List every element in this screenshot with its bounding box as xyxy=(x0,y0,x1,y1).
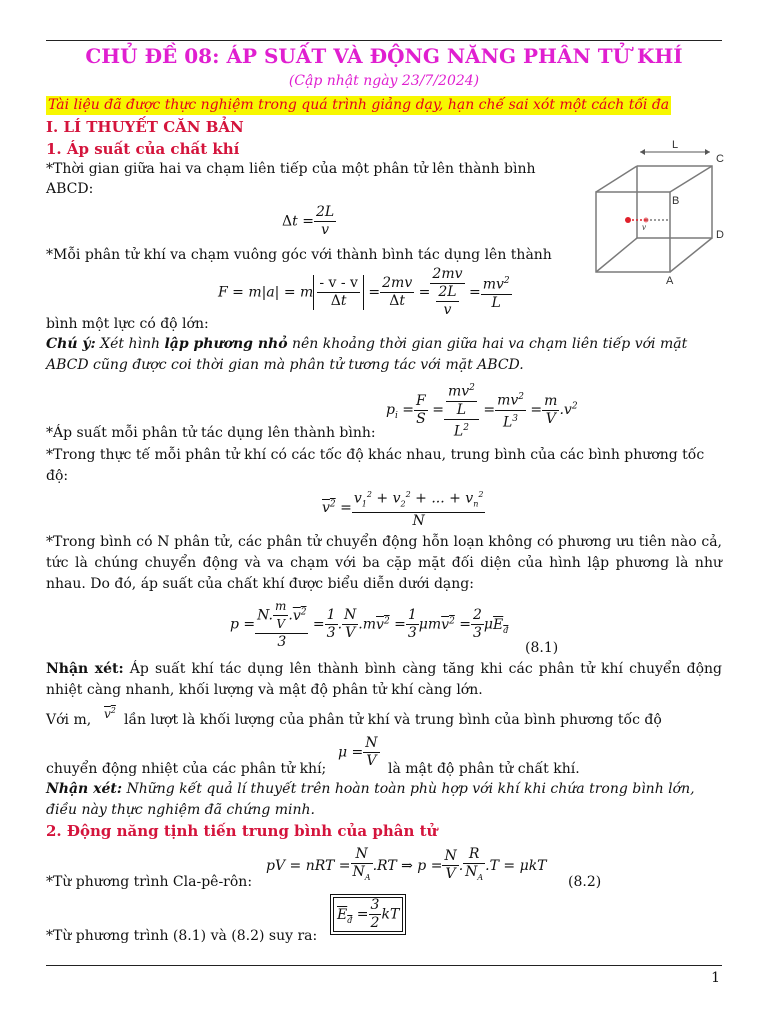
top-rule xyxy=(46,40,722,41)
note-text-c: nên khoảng thời gian giữa hai va chạm liên tiếp với mặt ABCD cũng được coi thời gian mà phân tử tương tác với mặt ABCD. xyxy=(46,336,688,373)
paragraph-density: là mật độ phân tử chất khí. xyxy=(388,761,580,777)
paragraph-collision-time: *Thời gian giữa hai va chạm liên tiếp của một phân tử lên thành bình ABCD: xyxy=(46,161,536,197)
paragraph-with-m-a xyxy=(46,710,91,730)
paragraph-mean-square-speed: *Trong thực tế mỗi phân tử khí có các tốc độ khác nhau, trung bình của các bình phương tốc độ: xyxy=(46,447,705,484)
molecule-dot xyxy=(625,217,631,223)
equation-force: F = m|a| = m $\frac{- v - v}{\Delta t}$ = $\frac{2mv}{\Delta t}$ = $\frac{2mv}{\frac{2L}{v}}$ = $\frac{mv^2}{L}$ xyxy=(218,266,510,318)
equation-delta-t: Δt = $\frac{2L}{v}$ xyxy=(282,204,335,238)
label-B: B xyxy=(672,195,680,207)
equation-clapeyron: pV = nRT = $\frac{N}{N_A}$ .RT ⇒ p = $\frac{N}{V}$ . $\frac{R}{N_A}$ .T = μkT xyxy=(266,846,547,883)
cube-figure xyxy=(588,138,733,286)
subsection-heading-pressure: 1. Áp suất của chất khí xyxy=(46,140,240,158)
remark2-text: Những kết quả lí thuyết trên hoàn toàn phù hợp với khí khi chứa trong bình lớn, điều này thực nghiệm đã chứng minh. xyxy=(46,781,695,818)
label-D: D xyxy=(716,229,724,241)
with-m-text: Với m, xyxy=(46,712,92,728)
paragraph-pressure-single: *Áp suất mỗi phân tử tác dụng lên thành bình: xyxy=(46,425,376,441)
remark-experiment xyxy=(46,779,722,821)
label-L: L xyxy=(672,139,679,151)
symbol-mean-square-inline: $v^2$ xyxy=(104,706,116,721)
bottom-rule xyxy=(46,965,722,966)
cube-front-face xyxy=(596,192,670,272)
paragraph-force-intro: *Mỗi phân tử khí va chạm vuông góc với thành bình tác dụng lên thành xyxy=(46,247,552,263)
label-A: A xyxy=(666,275,674,286)
note-text-b: lập phương nhỏ xyxy=(164,336,288,352)
label-v: v xyxy=(642,222,646,232)
equation-label-8-1: (8.1) xyxy=(525,640,559,656)
note-text-a: Xét hình xyxy=(95,336,165,352)
note-label: Chú ý: xyxy=(46,336,96,352)
paragraph-conclusion: *Từ phương trình (8.1) và (8.2) suy ra: xyxy=(46,928,318,944)
label-C: C xyxy=(716,153,724,165)
paragraph-n-molecules: *Trong bình có N phân tử, các phân tử chuyển động hỗn loạn không có phương ưu tiên nào cả, tức là chúng chuyển động và va chạm với ba cặp mặt đối diện của hình lập phương là như nhau. Do đó, áp suất của chất khí được biểu diễn dưới dạng: xyxy=(46,534,722,592)
remark-pressure xyxy=(46,659,722,701)
equation-pressure-single: $p_i$ = $\frac{F}{S}$ = $\frac{\frac{mv^2}{L}}{L^2}$ = $\frac{mv^2}{L^3}$ = $\frac{m}{V}$ $.v^2$ xyxy=(386,380,578,440)
equation-label-8-2: (8.2) xyxy=(568,874,602,890)
paragraph-with-m-b: lần lượt là khối lượng của phân tử khí và trung bình của bình phương tốc độ xyxy=(124,712,662,728)
equation-mean-square: $v^2$ = $\frac{v_1^2 + v_2^2 + ... + v_n^2}{N}$ xyxy=(322,486,485,530)
subsection-heading-kinetic-energy: 2. Động năng tịnh tiến trung bình của phân tử xyxy=(46,822,438,840)
remark1-text: Áp suất khí tác dụng lên thành bình càng tăng khi các phân tử khí chuyển động nhiệt càng nhanh, khối lượng và mật độ phân tử khí càng lớn. xyxy=(46,661,722,698)
equation-density: μ = $\frac{N}{V}$ xyxy=(338,735,378,769)
paragraph-thermal-motion: chuyển động nhiệt của các phân tử khí; xyxy=(46,761,327,777)
page-title: CHỦ ĐỀ 08: ÁP SUẤT VÀ ĐỘNG NĂNG PHÂN TỬ KHÍ xyxy=(85,44,683,68)
notice-banner: Tài liệu đã được thực nghiệm trong quá trình giảng dạy, hạn chế sai xót một cách tối đa xyxy=(48,97,670,113)
note-small-cube xyxy=(46,334,722,376)
remark2-label: Nhận xét: xyxy=(46,781,122,797)
paragraph-force-magnitude: bình một lực có độ lớn: xyxy=(46,316,209,332)
equation-pressure-gas: p = N. $\frac{m}{V}$ $.v^2$ 3 = $\frac{1}{3}$ . $\frac{N}{V}$ $.mv^2$ = $\frac{1}{3}$ μmv$^2$ = $\frac{2}{3}$ $\mu E_đ$ xyxy=(230,599,509,650)
page-number: 1 xyxy=(711,970,720,986)
remark1-label: Nhận xét: xyxy=(46,661,124,677)
paragraph-clapeyron: *Từ phương trình Cla-pê-rôn: xyxy=(46,874,253,890)
equation-kinetic-energy-boxed: $E_đ$ = $\frac{3}{2}$ kT xyxy=(330,894,406,935)
update-date: (Cập nhật ngày 23/7/2024) xyxy=(288,73,480,89)
section-heading-theory: I. LÍ THUYẾT CĂN BẢN xyxy=(46,118,244,136)
